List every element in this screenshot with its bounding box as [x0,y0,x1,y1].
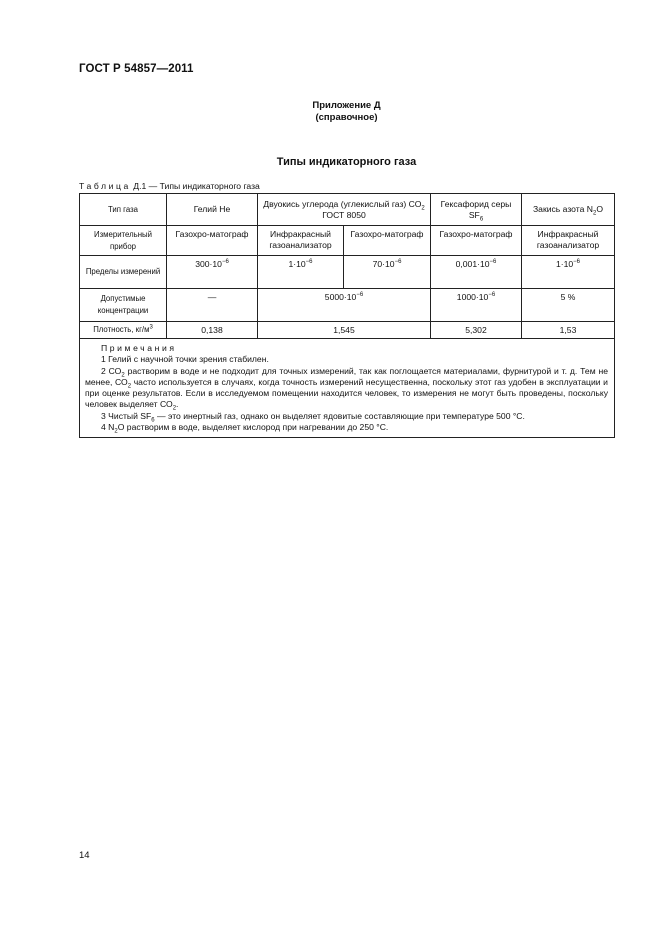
note-4-part-b: O растворим в воде, выделяет кислород при нагревании до 250 °С. [117,422,389,433]
note-3-part-a: 3 Чистый SF [101,410,152,421]
limits-co2-a-exp: −6 [305,259,313,266]
concentration-label: Допустимые концентрации [80,289,167,322]
note-2-part-a: 2 СО [101,365,122,376]
limits-co2-a [258,256,344,289]
header-sf6 [431,194,522,226]
limits-sf6 [431,256,522,289]
density-sf6: 5,302 [431,322,522,339]
table-row-limits [80,256,615,289]
instrument-sf6: Газохро-матограф [431,226,522,256]
appendix-heading [0,100,661,124]
density-label [80,322,167,339]
page-number: 14 [79,850,90,861]
note-4-sub: 2 [114,428,118,435]
note-3-sub: 6 [151,417,155,424]
limits-co2-b-mantissa: 70·10 [372,259,395,269]
header-helium: Гелий Не [167,194,258,226]
instrument-label: Измерительный прибор [80,226,167,256]
limits-n2o-exp: −6 [573,259,581,266]
concentration-n2o: 5 % [522,289,615,322]
header-sf6-sub: 6 [479,216,484,223]
concentration-sf6-exp: −6 [488,292,496,299]
concentration-sf6-mantissa: 1000·10 [456,292,489,302]
note-4-part-a: 4 N [101,422,115,433]
limits-co2-a-mantissa: 1·10 [288,259,306,269]
concentration-sf6 [431,289,522,322]
instrument-helium: Газохро-матограф [167,226,258,256]
note-4 [85,422,608,433]
concentration-co2-exp: −6 [356,292,364,299]
note-2-sub-b: 2 [127,383,132,390]
header-n2o-sub: 2 [593,210,597,217]
limits-n2o-mantissa: 1·10 [555,259,574,269]
header-co2-text: Двуокись углерода (углекислый газ) СО [263,198,422,209]
note-2-sub-a: 2 [121,372,125,379]
document-header: ГОСТ Р 54857—2011 [79,63,194,75]
note-2 [85,366,608,411]
table-caption-text: Д.1 — Типы индикаторного газа [130,181,260,191]
note-2-sub-c: 2 [172,406,177,413]
note-2-part-b: растворим в воде и не подходит для точных измерений, так как поглощается материалами, фурнитурой и т. д. Тем не менее, СО [85,365,609,387]
density-label-text: Плотность, кг/м [93,325,150,334]
table-caption-label: Таблица [79,181,131,191]
note-2-part-c: часто используется в случаях, когда точность измерений несущественна, поскольку этот газ удобен в эксплуатации и при оценке результатов. Если в исследуемом помещении находится человек, то измерения не могут быть проведены, поскольку человек выделяет СО [85,376,608,410]
header-sf6-text: Гексафорид серы SF [440,198,512,220]
table-row-density [80,322,615,339]
notes-title: Примечания [101,343,177,353]
concentration-helium: — [167,289,258,322]
table-row-instrument [80,226,615,256]
limits-n2o [522,256,615,289]
density-helium: 0,138 [167,322,258,339]
limits-sf6-mantissa: 0,001·10 [455,259,490,269]
header-co2-gost: ГОСТ 8050 [322,209,366,220]
note-1: 1 Гелий с научной точки зрения стабилен. [101,354,269,365]
note-3 [85,411,608,422]
limits-co2-b [344,256,431,289]
limits-helium [167,256,258,289]
concentration-co2 [258,289,431,322]
density-n2o: 1,53 [522,322,615,339]
appendix-title: Приложение Д [312,100,381,111]
section-title: Типы индикаторного газа [276,156,417,168]
table-caption [79,181,260,191]
limits-label: Пределы измерений [80,256,167,289]
header-co2-sub: 2 [421,205,425,212]
limits-helium-exp: −6 [221,259,229,266]
limits-helium-mantissa: 300·10 [195,259,222,269]
table-row-notes [80,339,615,438]
density-co2: 1,545 [258,322,431,339]
notes-cell [80,339,615,438]
header-gas-type: Тип газа [80,194,167,226]
header-n2o-post: O [596,204,604,214]
header-n2o-text: Закись азота N [532,204,593,214]
note-3-part-b: — это инертный газ, однако он выделяет ядовитые составляющие при температуре 500 °С. [154,410,525,421]
gas-types-table [79,193,615,438]
instrument-n2o: Инфракрасный газоанализатор [522,226,615,256]
concentration-co2-mantissa: 5000·10 [324,292,357,302]
header-n2o [522,194,615,226]
instrument-co2-a: Инфракрасный газоанализатор [258,226,344,256]
limits-sf6-exp: −6 [489,259,497,266]
table-row-concentration [80,289,615,322]
note-2-part-d: . [176,399,179,410]
limits-co2-b-exp: −6 [394,259,402,266]
appendix-subtitle: (справочное) [315,112,378,123]
instrument-co2-b: Газохро-матограф [344,226,431,256]
header-co2 [258,194,431,226]
table-header-row [80,194,615,226]
density-label-sup: 3 [149,324,153,331]
